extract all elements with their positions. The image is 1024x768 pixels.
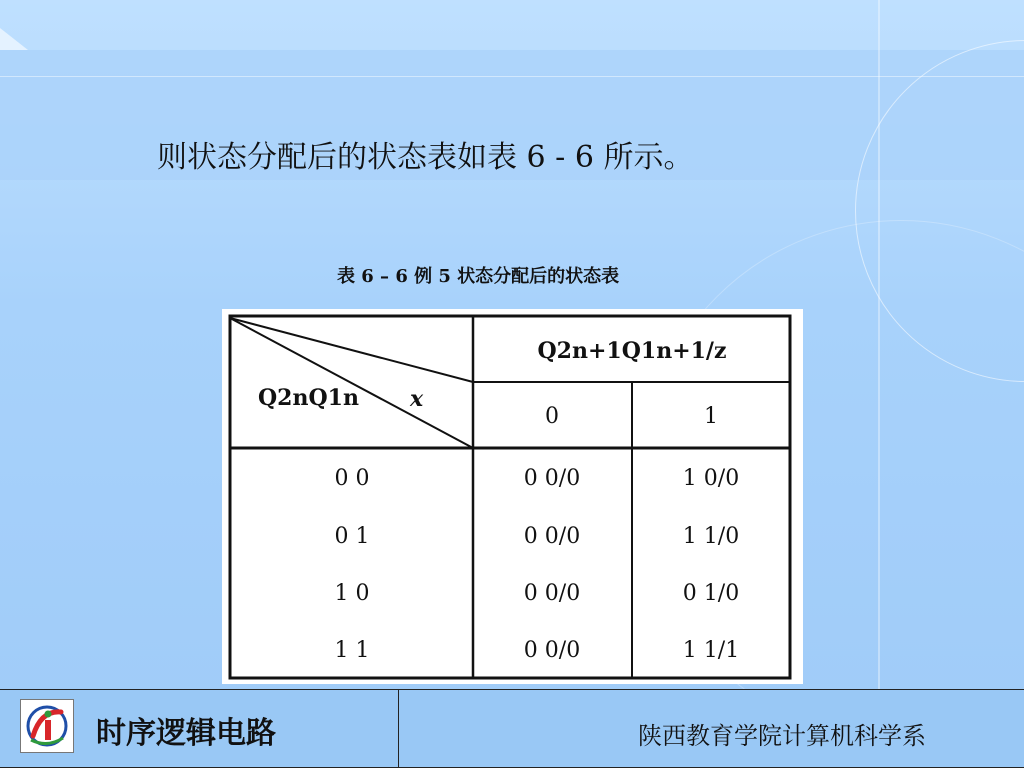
row-3-state: 1 1	[334, 638, 370, 663]
corner-diagonal-upper	[230, 318, 473, 382]
header-band-line	[0, 76, 1024, 77]
row-2-x1: 0 1/0	[682, 581, 740, 606]
corner-diagonal-lower	[230, 318, 473, 448]
logo-letter-stem	[45, 720, 51, 740]
row-3-x0: 0 0/0	[523, 638, 581, 663]
input-header-1: 1	[704, 404, 718, 429]
row-2-x0: 0 0/0	[523, 581, 581, 606]
row-2-state: 1 0	[334, 581, 370, 606]
logo-dot-green	[45, 711, 52, 718]
college-logo-icon	[20, 699, 74, 753]
footer-org-panel	[398, 689, 1024, 768]
slide-heading: 则状态分配后的状态表如表 6 - 6 所示。	[157, 140, 694, 175]
input-header-0: 0	[545, 404, 559, 429]
footer-title-panel	[0, 689, 399, 768]
row-1-x0: 0 0/0	[523, 524, 581, 549]
slide-footer	[0, 689, 1024, 768]
state-table-drawing	[222, 309, 803, 684]
table-caption: 表 6 – 6 例 5 状态分配后的状态表	[337, 266, 620, 287]
state-table	[222, 309, 803, 684]
row-3-x1: 1 1/1	[682, 638, 740, 663]
row-0-x0: 0 0/0	[523, 466, 581, 491]
row-0-state: 0 0	[334, 466, 370, 491]
row-0-x1: 1 0/0	[682, 466, 740, 491]
row-1-state: 0 1	[334, 524, 370, 549]
corner-col-label: x	[410, 386, 424, 412]
college-logo-drawing	[21, 700, 73, 752]
corner-triangle-decoration	[0, 28, 28, 50]
footer-title: 时序逻辑电路	[96, 716, 276, 751]
table-frame	[230, 316, 790, 678]
corner-row-label: Q2nQ1n	[258, 385, 359, 411]
footer-organization: 陕西教育学院计算机科学系	[638, 722, 926, 750]
row-1-x1: 1 1/0	[682, 524, 740, 549]
next-state-header: Q2n+1Q1n+1/z	[537, 338, 727, 364]
